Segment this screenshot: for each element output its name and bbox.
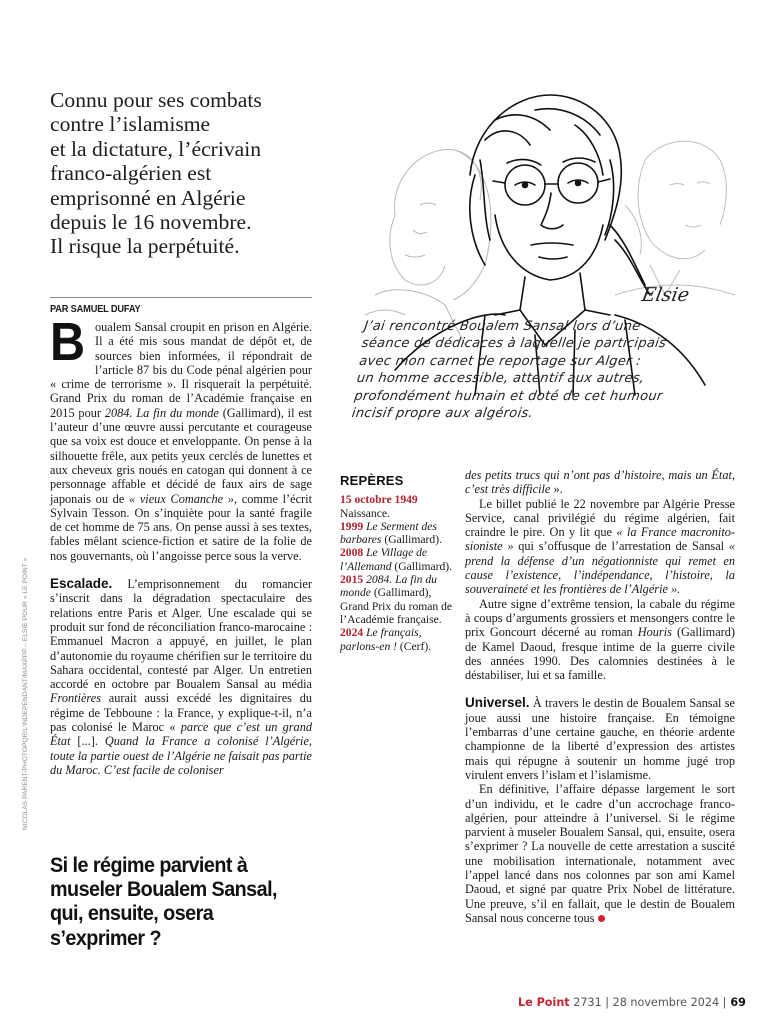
book-title: Le Serment des barbares xyxy=(340,519,437,547)
text: À travers le destin de Boualem Sansal se joue aussi une histoire française. En témoigne l’embarras d’une certaine gauche, en théorie ardente championne de la liberté d’expression des artistes mais qui répugne à soutenir un homme jugé trop virulent envers l’islam et l’islamisme. xyxy=(465,696,735,782)
standfirst-line: depuis le 16 novembre. xyxy=(50,210,252,235)
paragraph-continuation xyxy=(465,468,735,497)
page-number: 69 xyxy=(726,996,746,1009)
handwritten-line: avec mon carnet de reportage sur Alger : xyxy=(358,353,642,369)
standfirst-line: Il risque la perpétuité. xyxy=(50,234,240,259)
quote: parce que c’est un grand État xyxy=(50,720,312,749)
issue-number: 2731 xyxy=(569,996,606,1009)
article-column-1 xyxy=(50,312,312,777)
media-name: Frontières xyxy=(50,691,102,706)
timeline-entry xyxy=(340,520,460,547)
book-title: Le Village de l’Allemand xyxy=(340,546,428,573)
divider xyxy=(50,297,312,298)
timeline-entry xyxy=(340,493,460,520)
handwritten-caption xyxy=(351,318,766,422)
text: (Gallimard) de Kamel Daoud, fresque intime de la guerre civile des années 1990. Des calomnies destinées à le déstabiliser, lui et sa famille. xyxy=(465,625,735,683)
handwritten-line: un homme accessible, attentif aux autres, xyxy=(355,371,646,387)
text: [...]. xyxy=(70,734,105,749)
text: Le billet publié le 22 novembre par Algérie Presse Service, canal privilégié du régime algérien, fait craindre le pire. On y lit que xyxy=(465,496,735,540)
separator: | xyxy=(722,996,727,1009)
book-title: 2084. La fin du monde xyxy=(340,573,437,600)
section-heading-universel: Universel. xyxy=(465,695,530,711)
photo-credit: NICOLAS PARENT/PHOTOPQR/L’INDEPENDANT/MAXPPP – ELSIE POUR « LE POINT » xyxy=(22,557,29,830)
handwritten-line: J’ai rencontré Boualem Sansal lors d’une xyxy=(363,319,642,334)
timeline-text: (Cerf). xyxy=(397,639,432,653)
paragraph-universel xyxy=(465,696,735,782)
standfirst-line: Connu pour ses combats xyxy=(50,88,262,112)
text: (Gallimard), il est l’auteur d’une œuvre aussi percutante et courageuse que sa voix est douce et enveloppante. On pense à la silhouette frêle, aux petits yeux cerclés de lunettes et aux cheveux gris noués en catogan qui donnent à ce personnage affable et décidé de faux airs de sage japonais ou de xyxy=(50,405,312,506)
quote: « prend la défense d’un négationniste qui remet en cause l’existence, l’indépendance, l’histoire, la souveraineté et les frontières de l’Algérie ». xyxy=(465,539,735,597)
quote: « vieux Comanche » xyxy=(129,491,234,506)
text: ». xyxy=(550,482,563,497)
timeline-text: (Gallimard), Grand Prix du roman de l’Académie française. xyxy=(340,586,453,626)
section-heading-escalade: Escalade. xyxy=(50,576,113,592)
text: qui s’offusque de l’arrestation de Sansal xyxy=(513,539,729,554)
lead-paragraph xyxy=(50,312,312,563)
timeline-entry xyxy=(340,573,460,626)
text: L’emprisonnement du romancier s’inscrit dans la dégradation spectaculaire des relations entre Paris et Alger. Une escalade qui se produit sur fond de réconciliation franco-marocaine : Emmanuel Macron a appuyé, en juillet, le plan d’autonomie du royaume chérifien sur le territoire du Sahara occidental, contesté par Alger. Un entretien accordé en octobre par Boualem Sansal au média xyxy=(50,577,312,692)
pull-quote xyxy=(50,853,298,950)
handwritten-line: incisif propre aux algérois. xyxy=(350,406,535,422)
end-mark-icon xyxy=(598,915,605,922)
timeline-date: 2024 xyxy=(340,626,364,640)
standfirst-line: contre l’islamisme xyxy=(50,112,211,137)
timeline-entry xyxy=(340,626,460,653)
handwritten-line: séance de dédicaces à laquelle je participais xyxy=(360,336,668,352)
quote: Quand la France a colonisé l’Algérie, toute la partie ouest de l’Algérie ne faisait pas partie du Maroc. C’est facile de coloniser xyxy=(50,734,312,777)
drop-cap: B xyxy=(50,312,86,372)
timeline-date: 15 octobre 1949 xyxy=(340,493,418,507)
timeline-text: Naissance. xyxy=(340,506,390,520)
timeline-text: (Gallimard). xyxy=(381,533,442,547)
publication-name: Le Point xyxy=(518,996,570,1009)
text: Autre signe d’extrême tension, la cabale du régime à coups d’arguments grossiers et mensongers contre le prix Goncourt décerné au roman xyxy=(465,596,735,640)
text: En définitive, l’affaire dépasse largement le sort d’un individu, et le cadre d’un accrochage franco-algérien, pour atteindre à l’universel. Si le régime parvient à museler Boualem Sansal, qui, ensuite, osera s’exprimer ? La nouvelle de cette arrestation a suscité une mobilisation internationale, notamment avec l’appel lancé dans nos colonnes par son ami Kamel Daoud, et signé par quatre Prix Nobel de littérature. Une preuve, s’il en fallait, que le destin de Boualem Sansal nous concerne tous xyxy=(465,782,735,925)
paragraph xyxy=(465,597,735,683)
text: , comme l’écrit Sylvain Tesson. On s’inquiète pour la santé fragile de cet homme de 75 ans. On pense aussi à ses textes, fables mêlant science-fiction et satire de la folie de nos gouvernants, où l’angoisse perce sous la verve. xyxy=(50,491,312,563)
separator: | xyxy=(605,996,610,1009)
timeline-date: 2008 xyxy=(340,546,364,560)
standfirst-line: franco-algérien est xyxy=(50,161,212,186)
book-title: 2084. La fin du monde xyxy=(104,405,219,420)
pull-quote-line: s’exprimer ? xyxy=(50,925,162,950)
timeline-text: (Gallimard). xyxy=(391,559,453,573)
paragraph xyxy=(465,497,735,597)
standfirst-line: emprisonné en Algérie xyxy=(50,185,246,210)
article-column-3 xyxy=(465,468,735,925)
paragraph-final xyxy=(465,782,735,925)
issue-date: 28 novembre 2024 xyxy=(609,996,723,1009)
book-title: Le français, parlons-en ! xyxy=(340,626,422,653)
standfirst xyxy=(50,88,330,259)
paragraph-escalade xyxy=(50,577,312,777)
text: oualem Sansal croupit en prison en Algérie. Il a été mis sous mandat de dépôt et, de sources bien informées, il répondrait de l’article 87 bis du Code pénal algérien pour « crime de terrorisme ». Il risquerait la perpétuité. Grand Prix du roman de l’Académie française en 2015 pour xyxy=(50,320,312,420)
text: aurait aussi excédé les dignitaires du régime de Tebboune : la France, y explique-t-il, n’a pas colonisé le Maroc « xyxy=(50,691,312,735)
sidebar-title: REPÈRES xyxy=(340,473,404,488)
quote: des petits trucs qui n’ont pas d’histoire, mais un État, c’est très difficile xyxy=(465,468,735,497)
timeline-date: 1999 xyxy=(340,519,364,533)
standfirst-line: et la dictature, l’écrivain xyxy=(50,136,262,161)
pull-quote-line: qui, ensuite, osera xyxy=(50,901,214,926)
book-title: Houris xyxy=(637,625,672,640)
key-dates-sidebar xyxy=(340,474,460,653)
page-footer xyxy=(518,996,746,1009)
timeline-date: 2015 xyxy=(340,573,364,587)
timeline-entry xyxy=(340,546,460,573)
quote: « la France macronito-sioniste » xyxy=(465,525,736,554)
pull-quote-line: museler Boualem Sansal, xyxy=(50,877,277,902)
byline: PAR SAMUEL DUFAY xyxy=(50,303,141,315)
pull-quote-line: Si le régime parvient à xyxy=(50,853,248,877)
handwritten-line: profondément humain et doté de cet humour xyxy=(353,388,664,404)
artist-signature: Elsie xyxy=(640,284,691,306)
